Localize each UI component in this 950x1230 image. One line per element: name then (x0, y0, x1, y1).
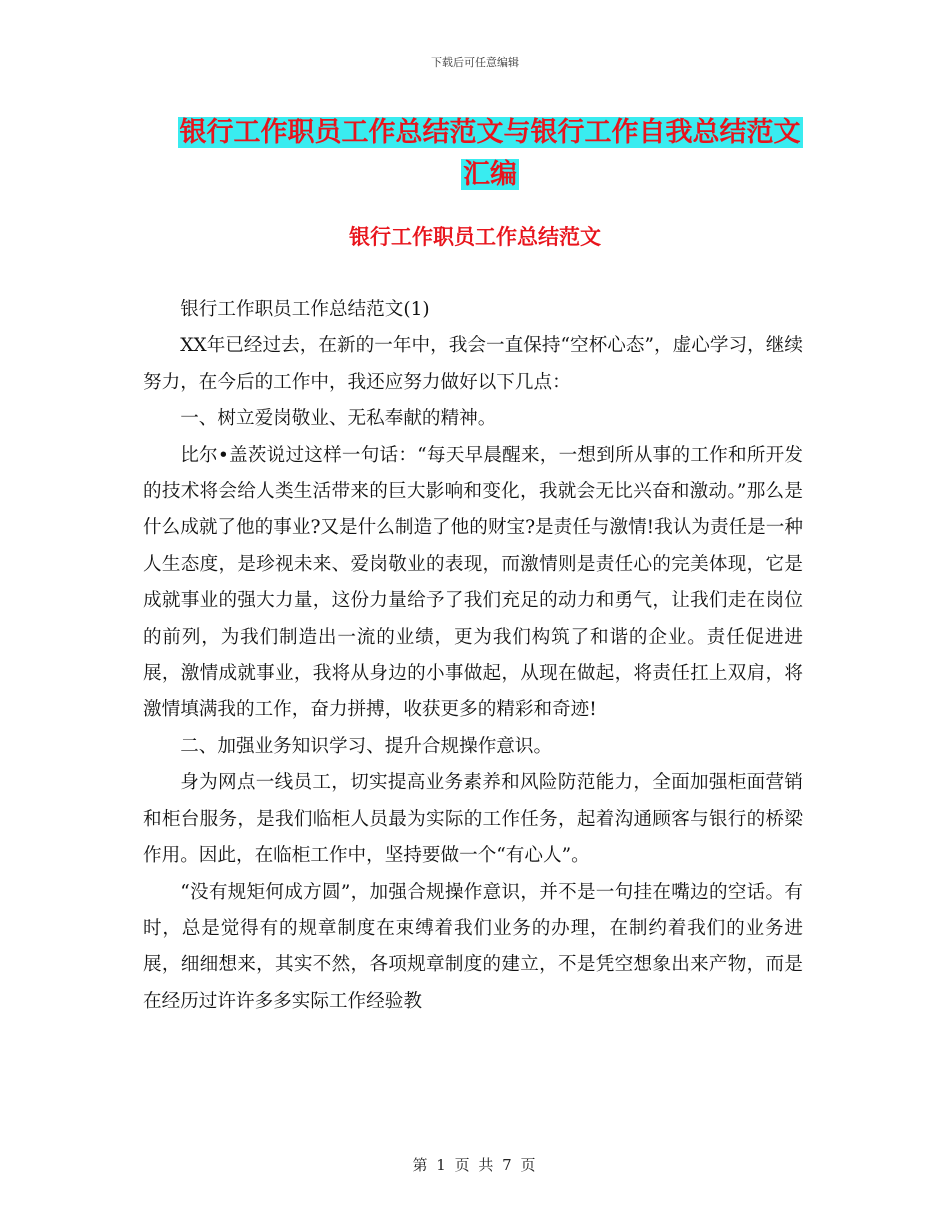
paragraph: 身为网点一线员工，切实提高业务素养和风险防范能力，全面加强柜面营销和柜台服务，是我们临柜人员最为实际的工作任务，起着沟通顾客与银行的桥梁作用。因此，在临柜工作中，坚持要做一个“有心人”。 (143, 772, 803, 867)
paragraph-subtitle: 银行工作职员工作总结范文(1) (180, 299, 430, 320)
header-note: 下载后可任意编辑 (431, 56, 519, 69)
document-title (140, 112, 840, 196)
document-title-line-1: 银行工作职员工作总结范文与银行工作自我总结范文 (179, 117, 801, 148)
paragraph: “没有规矩何成方圆”，加强合规操作意识，并不是一句挂在嘴边的空话。有时，总是觉得有的规章制度在束缚着我们业务的办理，在制约着我们的业务进展，细细想来，其实不然，各项规章制度的建立，不是凭空想象出来产物，而是在经历过许许多多实际工作经验教 (143, 881, 803, 1012)
section-title: 银行工作职员工作总结范文 (349, 225, 601, 249)
paragraph: 比尔•盖茨说过这样一句话：“每天早晨醒来，一想到所从事的工作和所开发的技术将会给人类生活带来的巨大影响和变化，我就会无比兴奋和激动。”那么是什么成就了他的事业?又是什么制造了他的财宝?是责任与激情!我认为责任是一种人生态度，是珍视未来、爱岗敬业的表现，而激情则是责任心的完美体现，它是成就事业的强大力量，这份力量给予了我们充足的动力和勇气，让我们走在岗位的前列，为我们制造出一流的业绩，更为我们构筑了和谐的企业。责任促进进展，激情成就事业，我将从身边的小事做起，从现在做起，将责任扛上双肩，将激情填满我的工作，奋力拼搏，收获更多的精彩和奇迹! (143, 444, 803, 721)
paragraph: XX年已经过去，在新的一年中，我会一直保持“空杯心态”，虚心学习，继续努力，在今后的工作中，我还应努力做好以下几点： (143, 335, 803, 393)
document-title-line-2: 汇编 (463, 159, 517, 190)
paragraph-heading: 一、树立爱岗敬业、无私奉献的精神。 (180, 408, 497, 430)
page-number-footer: 第 1 页 共 7 页 (412, 1156, 538, 1174)
body-text (143, 292, 803, 1020)
paragraph-heading: 二、加强业务知识学习、提升合规操作意识。 (180, 735, 553, 757)
